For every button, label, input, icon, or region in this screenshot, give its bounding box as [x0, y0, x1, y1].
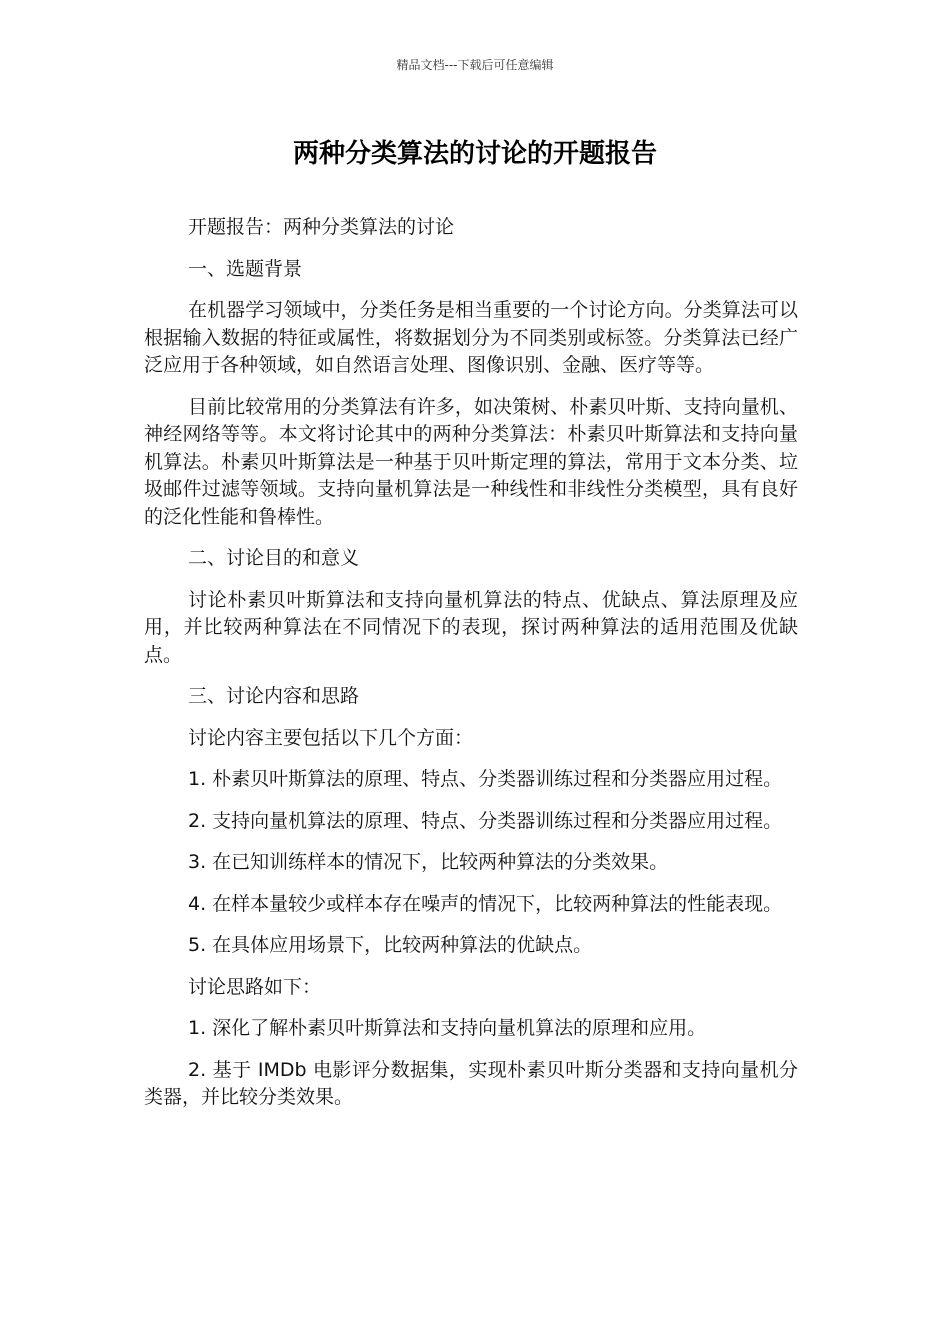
document-body	[144, 214, 798, 1126]
section-heading-background: 一、选题背景	[188, 257, 303, 280]
document-title: 两种分类算法的讨论的开题报告	[292, 139, 657, 169]
background-paragraph-1: 在机器学习领域中，分类任务是相当重要的一个讨论方向。分类算法可以根据输入数据的特征或属性，将数据划分为不同类别或标签。分类算法已经广泛应用于各种领域，如自然语言处理、图像识别、金融、医疗等等。	[144, 299, 798, 376]
content-item-2: 2. 支持向量机算法的原理、特点、分类器训练过程和分类器应用过程。	[188, 809, 783, 832]
content-item-1: 1. 朴素贝叶斯算法的原理、特点、分类器训练过程和分类器应用过程。	[188, 768, 783, 790]
purpose-paragraph: 讨论朴素贝叶斯算法和支持向量机算法的特点、优缺点、算法原理及应用，并比较两种算法在不同情况下的表现，探讨两种算法的适用范围及优缺点。	[144, 588, 798, 666]
background-paragraph-2: 目前比较常用的分类算法有许多，如决策树、朴素贝叶斯、支持向量机、神经网络等等。本文将讨论其中的两种分类算法：朴素贝叶斯算法和支持向量机算法。朴素贝叶斯算法是一种基于贝叶斯定理的算法，常用于文本分类、垃圾邮件过滤等领域。支持向量机算法是一种线性和非线性分类模型，具有良好的泛化性能和鲁棒性。	[144, 395, 798, 528]
report-heading: 开题报告：两种分类算法的讨论	[188, 216, 455, 238]
approach-item-1: 1. 深化了解朴素贝叶斯算法和支持向量机算法的原理和应用。	[188, 1017, 707, 1039]
approach-intro: 讨论思路如下：	[188, 975, 322, 998]
header-note: 精品文档---下载后可任意编辑	[396, 58, 554, 72]
section-heading-content: 三、讨论内容和思路	[188, 685, 360, 707]
content-item-5: 5. 在具体应用场景下，比较两种算法的优缺点。	[188, 934, 593, 956]
content-item-3: 3. 在已知训练样本的情况下，比较两种算法的分类效果。	[188, 851, 669, 873]
content-item-4: 4. 在样本量较少或样本存在噪声的情况下，比较两种算法的性能表现。	[188, 892, 783, 915]
content-intro: 讨论内容主要包括以下几个方面：	[188, 726, 474, 749]
section-heading-purpose: 二、讨论目的和意义	[188, 547, 360, 569]
approach-item-2: 2. 基于 IMDb 电影评分数据集，实现朴素贝叶斯分类器和支持向量机分类器，并比较分类效果。	[144, 1058, 798, 1108]
